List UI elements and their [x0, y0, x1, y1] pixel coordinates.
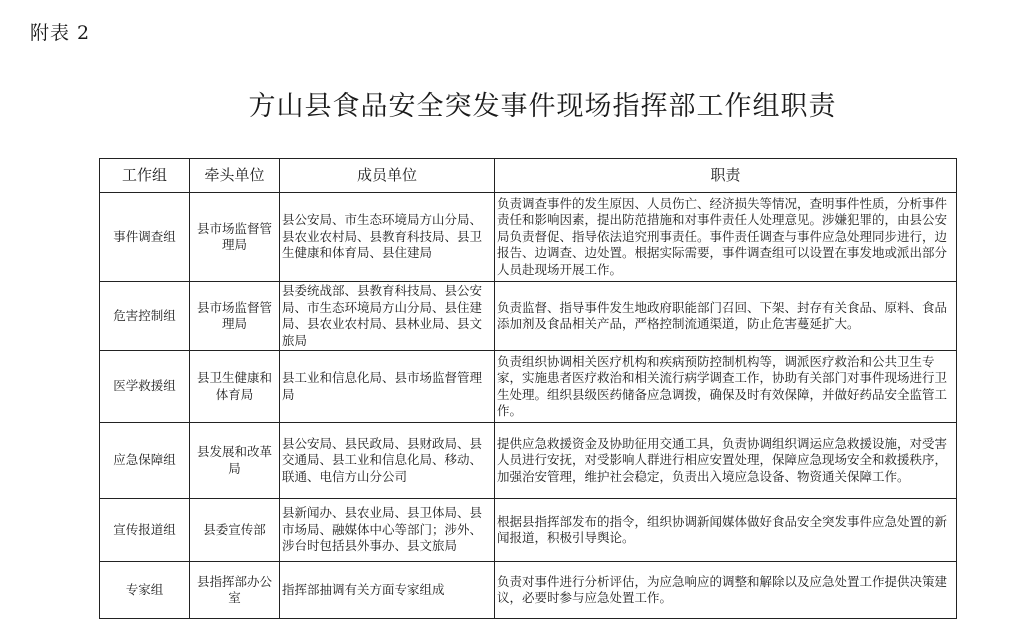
- cell-members: 县工业和信息化局、县市场监督管理局: [280, 351, 495, 423]
- cell-members: 指挥部抽调有关方面专家组成: [280, 562, 495, 619]
- header-lead: 牵头单位: [190, 159, 280, 193]
- cell-lead: 县卫生健康和体育局: [190, 351, 280, 423]
- table-row: [100, 193, 957, 282]
- table-row: [100, 562, 957, 619]
- table-row: [100, 499, 957, 562]
- cell-members: 县新闻办、县农业局、县卫体局、县市场局、融媒体中心等部门；涉外、涉台时包括县外事办、县文旅局: [280, 499, 495, 562]
- cell-duty: 负责监督、指导事件发生地政府职能部门召回、下架、封存有关食品、原料、食品添加剂及食品相关产品，严格控制流通渠道，防止危害蔓延扩大。: [495, 282, 957, 351]
- cell-duty: 负责组织协调相关医疗机构和疾病预防控制机构等，调派医疗救治和公共卫生专家，实施患者医疗救治和相关流行病学调查工作，协助有关部门对事件现场进行卫生处理。组织县级医药储备应急调拨，确保及时有效保障，并做好药品安全监管工作。: [495, 351, 957, 423]
- cell-members: 县委统战部、县教育科技局、县公安局、市生态环境局方山分局、县住建局、县农业农村局、县林业局、县文旅局: [280, 282, 495, 351]
- document-title: 方山县食品安全突发事件现场指挥部工作组职责: [248, 91, 837, 122]
- cell-group: 应急保障组: [100, 423, 190, 499]
- cell-duty: 负责调查事件的发生原因、人员伤亡、经济损失等情况，查明事件性质，分析事件责任和影响因素，提出防范措施和对事件责任人处理意见。涉嫌犯罪的，由县公安局负责督促、指导依法追究刑事责任。事件责任调查与事件应急处理同步进行，边报告、边调查、边处置。根据实际需要，事件调查组可以设置在事发地或派出部分人员赴现场开展工作。: [495, 193, 957, 282]
- cell-duty: 负责对事件进行分析评估，为应急响应的调整和解除以及应急处置工作提供决策建议，必要时参与应急处置工作。: [495, 562, 957, 619]
- cell-group: 宣传报道组: [100, 499, 190, 562]
- table-row: [100, 351, 957, 423]
- table-header-row: [100, 159, 957, 193]
- cell-members: 县公安局、市生态环境局方山分局、县农业农村局、县教育科技局、县卫生健康和体育局、县住建局: [280, 193, 495, 282]
- cell-lead: 县发展和改革局: [190, 423, 280, 499]
- header-duty: 职责: [495, 159, 957, 193]
- attachment-label: 附表 2: [30, 22, 91, 44]
- header-group: 工作组: [100, 159, 190, 193]
- cell-lead: 县市场监督管理局: [190, 282, 280, 351]
- cell-lead: 县委宣传部: [190, 499, 280, 562]
- cell-members: 县公安局、县民政局、县财政局、县交通局、县工业和信息化局、移动、联通、电信方山分公司: [280, 423, 495, 499]
- cell-group: 事件调查组: [100, 193, 190, 282]
- table-row: [100, 282, 957, 351]
- cell-lead: 县市场监督管理局: [190, 193, 280, 282]
- cell-lead: 县指挥部办公室: [190, 562, 280, 619]
- cell-group: 专家组: [100, 562, 190, 619]
- table-row: [100, 423, 957, 499]
- cell-duty: 根据县指挥部发布的指令，组织协调新闻媒体做好食品安全突发事件应急处置的新闻报道，积极引导舆论。: [495, 499, 957, 562]
- cell-group: 医学救援组: [100, 351, 190, 423]
- cell-group: 危害控制组: [100, 282, 190, 351]
- cell-duty: 提供应急救援资金及协助征用交通工具，负责协调组织调运应急救援设施，对受害人员进行安抚，对受影响人群进行相应安置处理，保障应急现场安全和救援秩序，加强治安管理，维护社会稳定，负责出入境应急设备、物资通关保障工作。: [495, 423, 957, 499]
- duty-table: [99, 158, 957, 619]
- header-members: 成员单位: [280, 159, 495, 193]
